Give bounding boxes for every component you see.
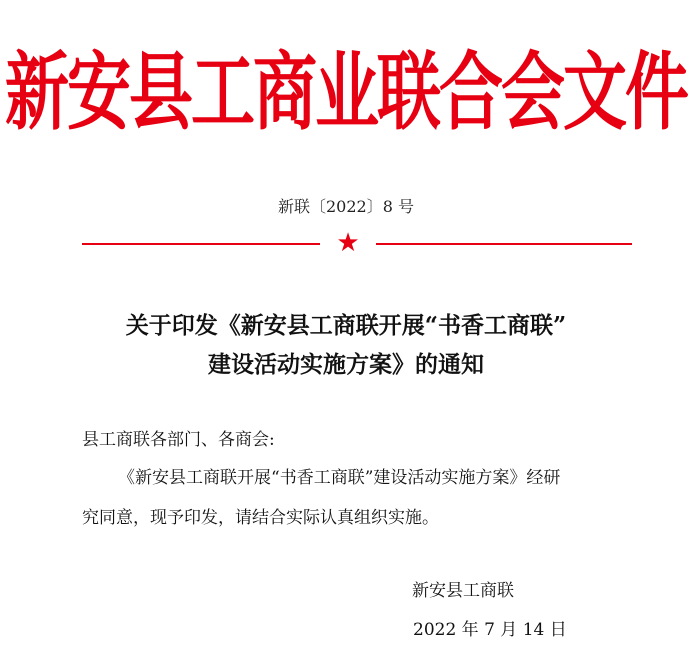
body-paragraph-line-1: 《新安县工商联开展“书香工商联”建设活动实施方案》经研	[118, 468, 561, 488]
document-number: 新联〔2022〕8 号	[278, 197, 414, 216]
salutation: 县工商联各部门、各商会:	[82, 430, 275, 450]
star-icon: ★	[336, 228, 360, 258]
red-divider-right	[376, 243, 632, 245]
issuer-signature: 新安县工商联	[412, 581, 514, 601]
document-title-line-2: 建设活动实施方案》的通知	[208, 351, 484, 378]
issue-date: 2022 年 7 月 14 日	[413, 620, 567, 640]
red-divider-left	[82, 243, 320, 245]
body-paragraph-line-2: 究同意，现予印发，请结合实际认真组织实施。	[82, 508, 439, 528]
document-masthead: 新安县工商业联合会文件	[5, 43, 687, 143]
document-title-line-1: 关于印发《新安县工商联开展“书香工商联”	[125, 312, 567, 339]
